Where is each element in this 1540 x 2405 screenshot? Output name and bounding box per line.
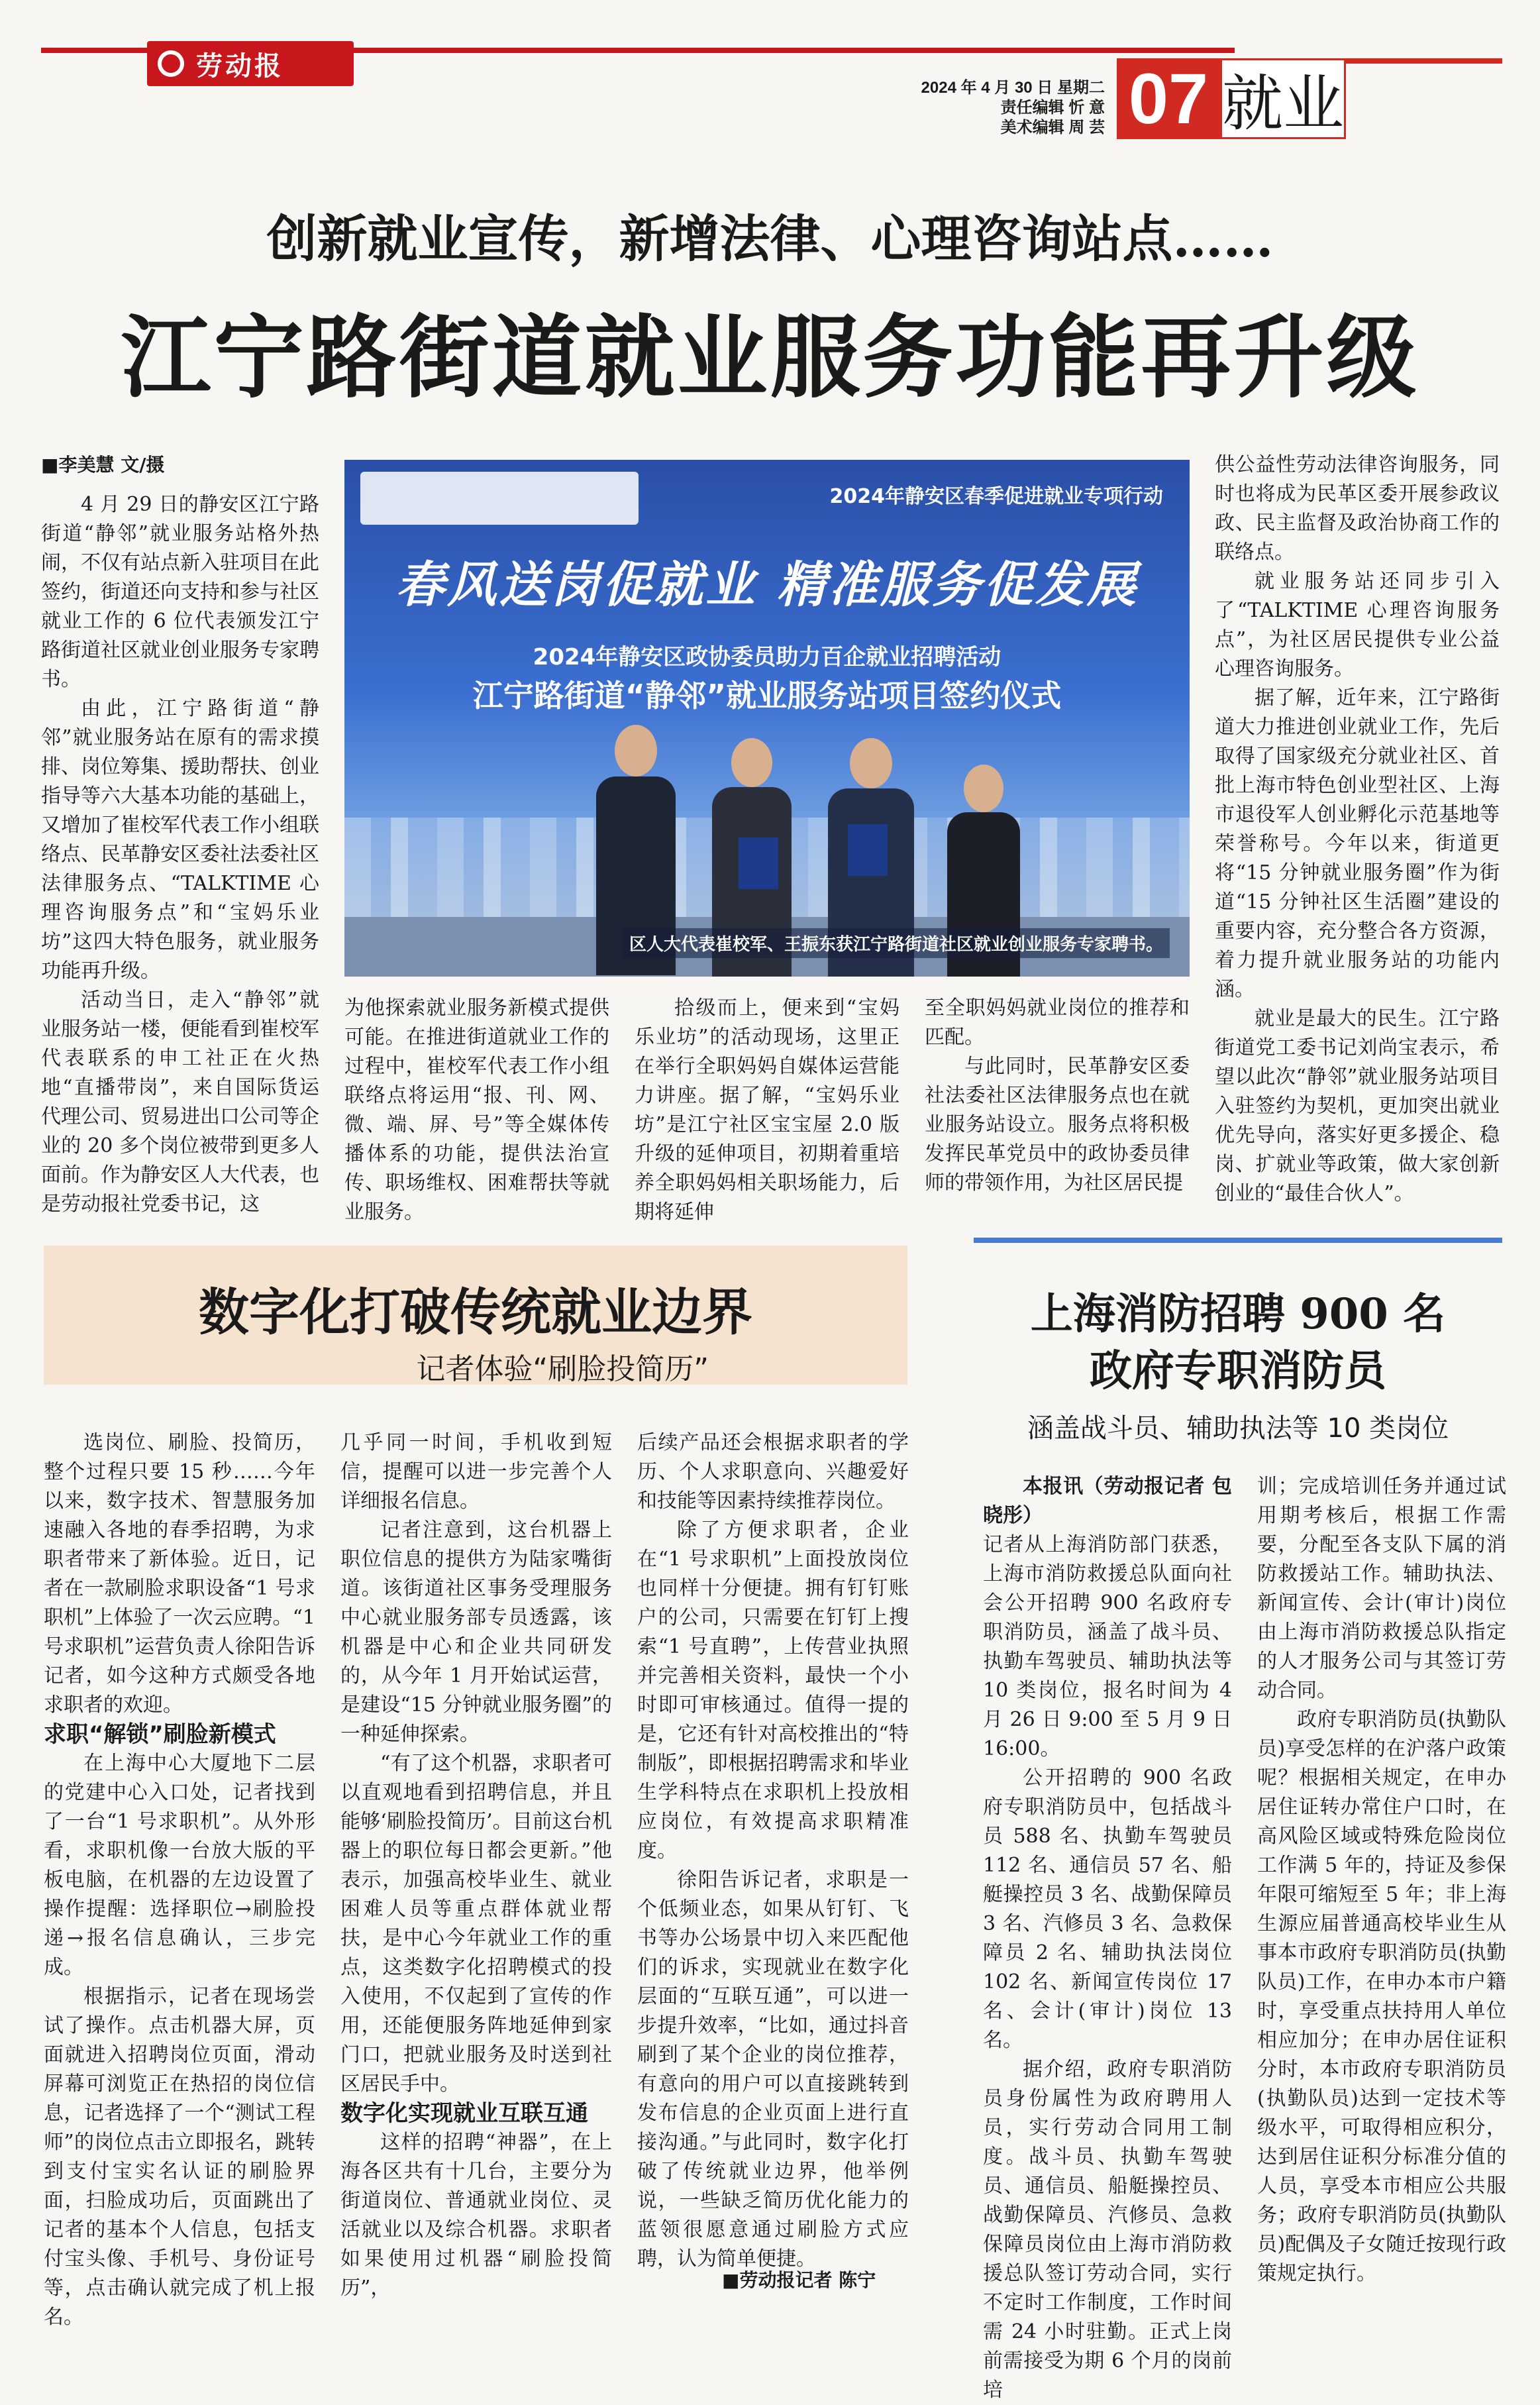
fire-subhead: 涵盖战斗员、辅助执法等 10 类岗位 (1027, 1413, 1449, 1444)
lead-col-1-text (41, 490, 319, 1219)
digital-col-1b-text (44, 1749, 315, 2332)
paragraph: 4 月 29 日的静安区江宁路街道“静邻”就业服务站格外热闹，不仅有站点新入驻项目在此签约，街道还向支持和参与社区就业工作的 6 位代表颁发江宁路街道社区就业创业服务专家聘书。 (41, 493, 319, 691)
paragraph: 除了方便求职者，企业在“1 号求职机”上面投放岗位也同样十分便捷。拥有钉钉账户的公司，只需要在钉钉上搜索“1 号直聘”，上传营业执照并完善相关资料，最快一个小时即可审核通过。值得一提的是，它还有针对高校推出的“特制版”，即根据招聘需求和毕业生学科特点在求职机上投放相应岗位，有效提高求职精准度。 (637, 1519, 909, 1862)
lead-col-1 (41, 490, 319, 1219)
photo-caption: 区人大代表崔校军、王振东获江宁路街道社区就业创业服务专家聘书。 (623, 928, 1170, 958)
photo-banner-sub1: 2024年静安区政协委员助力百企就业招聘活动 (533, 644, 1001, 670)
paragraph: 由此，江宁路街道“静邻”就业服务站在原有的需求摸排、岗位筹集、援助帮扶、创业指导等六大基本功能的基础上，又增加了崔校军代表工作小组联络点、民革静安区委社法委社区法律服务点、“TALKTIME 心理咨询服务点”和“宝妈乐业坊”这四大特色服务，就业服务功能再升级。 (41, 697, 319, 983)
digital-col-2a-text (340, 1428, 612, 2099)
fire-headline-2: 政府专职消防员 (1090, 1346, 1386, 1396)
digital-col-2b-text (340, 2128, 612, 2303)
paragraph: 活动当日，走入“静邻”就业服务站一楼，便能看到崔校军代表联系的申工社正在火热地“直播带岗”，来自国际货运代理公司、贸易进出口公司等企业的 20 多个岗位被带到更多人面前。作为静安区人大代表，也是劳动报社党委书记，这 (41, 989, 319, 1216)
section-rule (1346, 58, 1502, 64)
digital-subtitle-2: 数字化实现就业互联互通 (340, 2100, 588, 2127)
digital-col-1 (44, 1428, 315, 2332)
header-red-rule (41, 48, 147, 53)
lead-col-5 (1215, 451, 1500, 1208)
logo-mark-icon (158, 50, 184, 77)
lead-col-3 (635, 994, 899, 1227)
paragraph: “有了这个机器，求职者可以直观地看到招聘信息，并且能够‘刷脸投简历’。目前这台机器上的职位每日都会更新。”他表示，加强高校毕业生、就业困难人员等重点群体就业帮扶，是中心今年就业工作的重点，这类数字化招聘模式的投入使用，不仅起到了宣传的作用，还能便服务阵地延伸到家门口，把就业服务及时送到社区居民手中。 (340, 1752, 612, 2096)
paragraph: 这样的招聘“神器”，在上海各区共有十几台，主要分为街道岗位、普通就业岗位、灵活就业以及综合机器。求职者如果使用过机器“刷脸投简历”， (340, 2131, 612, 2300)
section-name: 就业 (1222, 68, 1345, 139)
paragraph: 徐阳告诉记者，求职是一个低频业态，如果从钉钉、飞书等办公场景中切入来匹配他们的诉求，实现就业在数字化层面的“互联互通”，可以进一步提升效率，“比如，通过抖音刷到了某个企业的岗位推荐，有意向的用户可以直接跳转到发布信息的企业页面上进行直接沟通。”与此同时，数字化打破了传统就业边界，他举例说，一些缺乏简历优化能力的蓝领很愿意通过刷脸方式应聘，认为简单便捷。 (637, 1868, 909, 2271)
digital-col-3 (637, 1428, 909, 2274)
paragraph: 根据指示，记者在现场尝试了操作。点击机器大屏，页面就进入招聘岗位页面，滑动屏幕可浏览正在热招的岗位信息，记者选择了一个“测试工程师”的岗位点击立即报名，跳转到支付宝实名认证的刷脸界面，扫脸成功后，页面跳出了记者的基本个人信息，包括支付宝头像、手机号、身份证号等，点击确认就完成了机上报名。 (44, 1985, 315, 2329)
paragraph: 记者注意到，这台机器上职位信息的提供方为陆家嘴街道。该街道社区事务受理服务中心就业服务部专员透露，该机器是中心和企业共同研发的，从今年 1 月开始试运营，是建设“15 分钟就业服务圈”的一种延伸探索。 (340, 1519, 612, 1746)
paragraph: 据了解，近年来，江宁路街道大力推进创业就业工作，先后取得了国家级充分就业社区、首批上海市特色创业型社区、上海市退役军人创业孵化示范基地等荣誉称号。今年以来，街道更将“15 分钟就业服务圈”作为街道“15 分钟社区生活圈”建设的重要内容，充分整合各方资源，着力提升就业服务站的功能内涵。 (1215, 686, 1500, 1001)
lead-col-4-text (925, 994, 1190, 1198)
digital-col-2 (340, 1428, 612, 2303)
digital-subtitle-1: 求职“解锁”刷脸新模式 (44, 1721, 276, 1748)
digital-col-1a-text (44, 1428, 315, 1720)
paragraph: 拾级而上，便来到“宝妈乐业坊”的活动现场，这里正在举行全职妈妈自媒体运营能力讲座。据了解，“宝妈乐业坊”是江宁社区宝宝屋 2.0 版升级的延伸项目，初期着重培养全职妈妈相关职场能力，后期将延伸 (635, 996, 899, 1224)
fire-col-2 (1257, 1472, 1506, 2288)
section-box (1220, 58, 1346, 139)
photo-logo-strip (360, 472, 639, 525)
editor-line: 责任编辑 忻 意 (1000, 99, 1105, 117)
lead-col-4 (925, 994, 1190, 1198)
digital-headline: 数字化打破传统就业边界 (199, 1283, 752, 1342)
lead-col-2 (344, 994, 609, 1227)
paragraph: 在上海中心大厦地下二层的党建中心入口处，记者找到了一台“1 号求职机”。从外形看，求职机像一台放大版的平板电脑，在机器的左边设置了操作提醒：选择职位→刷脸投递→报名信息确认，三步完成。 (44, 1752, 315, 1979)
paragraph: 为他探索就业服务新模式提供可能。在推进街道就业工作的过程中，崔校军代表工作小组联络点将运用“报、刊、网、微、端、屏、号”等全媒体传播体系的功能，提供法治宣传、职场维权、困难帮扶等就业服务。 (344, 996, 609, 1224)
paragraph: 与此同时，民革静安区委社法委社区法律服务点也在就业服务站设立。服务点将积极发挥民革党员中的政协委员律师的带领作用，为社区居民提 (925, 1055, 1190, 1195)
paragraph: 供公益性劳动法律咨询服务，同时也将成为民革区委开展参政议政、民主监督及政治协商工作的联络点。 (1215, 453, 1500, 564)
paper-name: 劳动报 (196, 50, 283, 81)
paper-logo (147, 41, 354, 86)
date-line: 2024 年 4 月 30 日 星期二 (921, 79, 1105, 97)
paragraph: 公开招聘的 900 名政府专职消防员中，包括战斗员 588 名、执勤车驾驶员 112 名、通信员 57 名、船艇操控员 3 名、战勤保障员 3 名、汽修员 3 名、急救保障员 2 名、辅助执法岗位 102 名、新闻宣传岗位 17 名、会计(审计)岗位 13 名。 (983, 1766, 1232, 2052)
fire-headline-1: 上海消防招聘 900 名 (1030, 1289, 1446, 1339)
paragraph: 至全职妈妈就业岗位的推荐和匹配。 (925, 996, 1190, 1049)
photo-banner-top: 2024年静安区春季促进就业专项行动 (829, 485, 1163, 508)
paragraph: 后续产品还会根据求职者的学历、个人求职意向、兴趣爱好和技能等因素持续推荐岗位。 (637, 1431, 909, 1513)
fire-rule (974, 1238, 1502, 1243)
page-number: 07 (1128, 58, 1209, 138)
lead-headline: 江宁路街道就业服务功能再升级 (121, 305, 1419, 411)
paragraph: 训；完成培训任务并通过试用期考核后，根据工作需要，分配至各支队下属的消防救援站工作。辅助执法、新闻宣传、会计(审计)岗位由上海市消防救援总队指定的人才服务公司与其签订劳动合同。 (1257, 1475, 1506, 1702)
fire-lead-tag: 本报讯（劳动报记者 包晓彤） (983, 1475, 1232, 1527)
header-red-rule-right (354, 48, 1235, 53)
lead-col-3-text (635, 994, 899, 1227)
page-number-box (1117, 58, 1220, 139)
photo-banner-main: 春风送岗促就业 精准服务促发展 (395, 557, 1139, 614)
lead-byline: ■李美慧 文/摄 (41, 454, 165, 476)
lead-col-2-text (344, 994, 609, 1227)
paragraph: 据介绍，政府专职消防员身份属性为政府聘用人员，实行劳动合同用工制度。战斗员、执勤车驾驶员、通信员、船艇操控员、战勤保障员、汽修员、急救保障员岗位由上海市消防救援总队签订劳动合同，实行不定时工作制度，工作时间需 24 小时驻勤。正式上岗前需接受为期 6 个月的岗前培 (983, 2058, 1232, 2402)
paragraph: 记者从上海消防部门获悉，上海市消防救援总队面向社会公开招聘 900 名政府专职消防员，涵盖了战斗员、执勤车驾驶员、辅助执法等 10 类岗位，报名时间为 4 月 26 日 9:00 至 5 月 9 日 16:00。 (983, 1533, 1232, 1760)
paragraph: 就业是最大的民生。江宁路街道党工委书记刘尚宝表示，希望以此次“静邻”就业服务站项目入驻签约为契机，更加突出就业优先导向，落实好更多援企、稳岗、扩就业等政策，做大家创新创业的“最佳合伙人”。 (1215, 1007, 1500, 1205)
fire-col-1 (983, 1472, 1232, 2405)
digital-subhead: 记者体验“刷脸投简历” (416, 1352, 709, 1386)
paragraph: 就业服务站还同步引入了“TALKTIME 心理咨询服务点”，为社区居民提供专业公益心理咨询服务。 (1215, 570, 1500, 680)
lead-photo (344, 460, 1190, 977)
art-editor-line: 美术编辑 周 芸 (1000, 119, 1105, 136)
paragraph: 政府专职消防员(执勤队员)享受怎样的在沪落户政策呢？根据相关规定，在申办居住证转办常住户口时，在高风险区域或特殊危险岗位工作满 5 年的，持证及参保年限可缩短至 5 年；非上海生源应届普通高校毕业生从事本市政府专职消防员(执勤队员)工作，在申办本市户籍时，享受重点扶持用人单位相应加分；在申办居住证积分时，本市政府专职消防员(执勤队员)达到一定技术等级水平，可取得相应积分，达到居住证积分标准分值的人员，享受本市相应公共服务；政府专职消防员(执勤队员)配偶及子女随迁按现行政策规定执行。 (1257, 1708, 1506, 2285)
paragraph: 几乎同一时间，手机收到短信，提醒可以进一步完善个人详细报名信息。 (340, 1431, 612, 1513)
digital-byline: ■劳动报记者 陈宁 (722, 2269, 876, 2291)
fire-col-2-text (1257, 1472, 1506, 2288)
paragraph: 选岗位、刷脸、投简历，整个过程只要 15 秒……今年以来，数字技术、智慧服务加速融入各地的春季招聘，为求职者带来了新体验。近日，记者在一款刷脸求职设备“1 号求职机”上体验了一次云应聘。“1 号求职机”运营负责人徐阳告诉记者，如今这种方式颇受各地求职者的欢迎。 (44, 1431, 315, 1717)
photo-banner-sub2: 江宁路街道“静邻”就业服务站项目签约仪式 (472, 678, 1062, 714)
digital-col-3-text (637, 1428, 909, 2274)
lead-kicker: 创新就业宣传，新增法律、心理咨询站点…… (266, 209, 1274, 268)
fire-col-1-text (983, 1530, 1232, 2405)
lead-col-5-text (1215, 451, 1500, 1208)
